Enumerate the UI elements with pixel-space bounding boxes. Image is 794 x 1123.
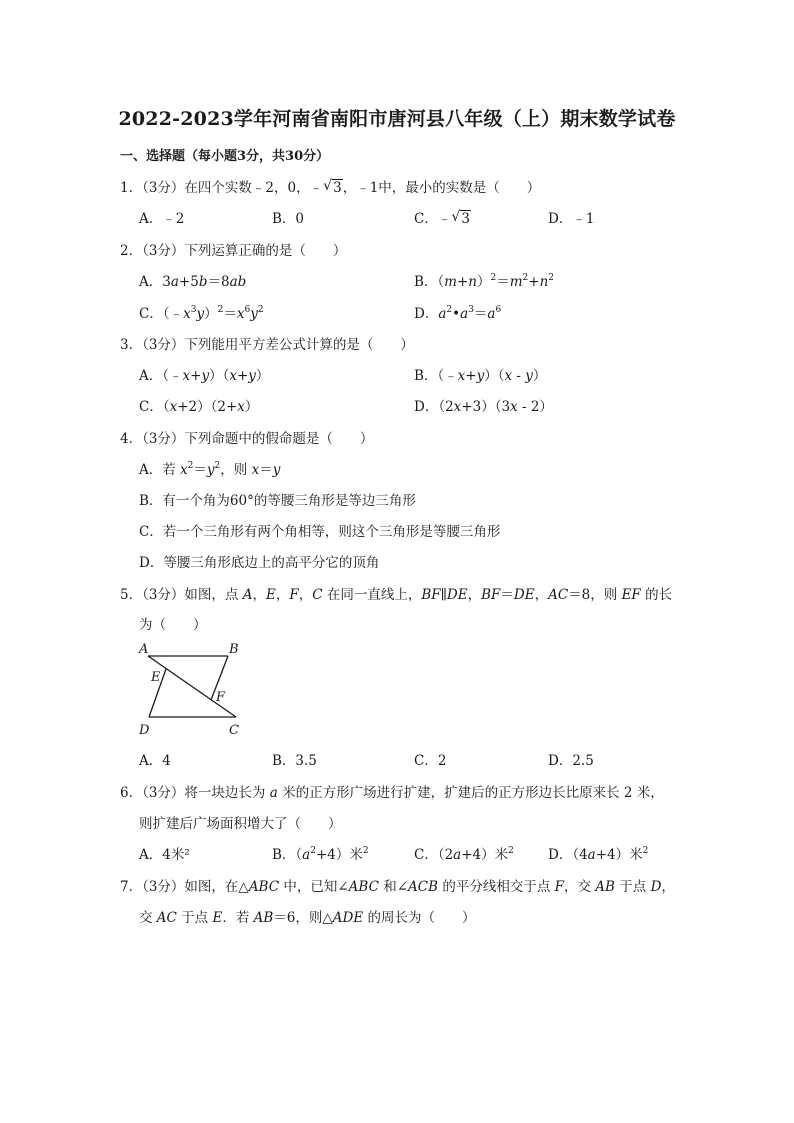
question-1-stem-b: ，﹣1中，最小的实数是（ ）	[342, 180, 541, 196]
question-2-stem: 2．（3分）下列运算正确的是（ ）	[120, 243, 347, 259]
q4-option-d: D．等腰三角形底边上的高平分它的顶角	[139, 555, 380, 571]
q6-option-b: B．$(a^2+4)$米$^2$	[272, 846, 369, 863]
question-6-stem-line2: 则扩建后广场面积增大了（ ）	[139, 816, 342, 832]
q4-option-b: B．有一个角为60°的等腰三角形是等边三角形	[139, 493, 416, 509]
q3-option-c: C．（x+2）（2+x）	[139, 399, 259, 415]
q5-geometry-figure	[130, 638, 250, 740]
question-4-stem: 4．（3分）下列命题中的假命题是（ ）	[120, 431, 374, 447]
q4-option-a: A．若 $x^2=y^2$，则 x＝y	[139, 461, 281, 478]
q3-option-b: B．（﹣x+y）（x - y）	[414, 368, 547, 384]
segment-ac	[148, 656, 236, 717]
q3-option-d: D．（2x+3）（3x - 2）	[414, 399, 553, 415]
q1-option-a: A．﹣2	[139, 211, 185, 227]
q5-option-a: A．4	[139, 753, 171, 769]
q1-option-d: D．﹣1	[548, 211, 595, 227]
q6-option-a: A．4米²	[139, 847, 190, 863]
question-1-neg: ﹣	[309, 180, 324, 196]
sqrt-symbol: √ 3	[323, 178, 342, 196]
q1-option-b: B．0	[272, 211, 305, 227]
page-title: 2022-2023学年河南省南阳市唐河县八年级（上）期末数学试卷	[118, 108, 676, 130]
point-e-label: E	[151, 670, 161, 685]
q6-option-d: D．（4a+4）米$^2$	[548, 846, 649, 863]
point-f-label: F	[216, 690, 226, 705]
q3-option-a: A．（﹣x+y）（x+y）	[139, 368, 270, 384]
q5-option-d: D．2.5	[548, 753, 594, 769]
question-3-stem: 3．（3分）下列能用平方差公式计算的是（ ）	[120, 337, 414, 353]
q5-option-b: B．3.5	[272, 753, 317, 769]
q5-option-c: C．2	[414, 753, 447, 769]
point-d-label: D	[139, 723, 150, 738]
point-a-label: A	[139, 642, 149, 657]
section-heading: 一、选择题（每小题3分，共30分）	[120, 149, 330, 164]
q4-option-c: C．若一个三角形有两个角相等，则这个三角形是等腰三角形	[139, 524, 501, 540]
point-b-label: B	[229, 642, 239, 657]
q6-option-c: C．（2a+4）米$^2$	[414, 846, 514, 863]
q2-option-d: D．$a^2•a^3=a^6$	[414, 305, 502, 322]
question-5-stem: 5．（3分）如图，点 A，E，F，C 在同一直线上，BF∥DE，BF＝DE，AC＝8，则 EF 的长	[120, 587, 673, 603]
question-6-stem: 6．（3分）将一块边长为 a 米的正方形广场进行扩建，扩建后的正方形边长比原来长 2 米，	[120, 785, 664, 801]
question-1-stem-a: 1．（3分）在四个实数﹣2，0，	[120, 180, 310, 196]
question-7-stem-line2: 交 AC 于点 E．若 AB＝6，则△ADE 的周长为（ ）	[139, 910, 476, 926]
q2-option-a: A．3a+5b＝8ab	[139, 274, 247, 290]
question-1-stem	[120, 176, 540, 196]
point-c-label: C	[229, 723, 239, 738]
q1-option-c: C．﹣ √ 3	[414, 209, 470, 227]
question-5-stem-line2: 为（ ）	[139, 617, 207, 633]
sqrt-symbol: √ 3	[451, 209, 470, 227]
q2-option-c: C．$(﹣x^3y)^2=x^6y^2$	[139, 305, 264, 322]
question-7-stem: 7．（3分）如图，在△ABC 中，已知∠ABC 和∠ACB 的平分线相交于点 F，交 AB 于点 D，	[120, 879, 675, 895]
q2-option-b: B．$(m+n)^2=m^2+n^2$	[414, 273, 555, 290]
